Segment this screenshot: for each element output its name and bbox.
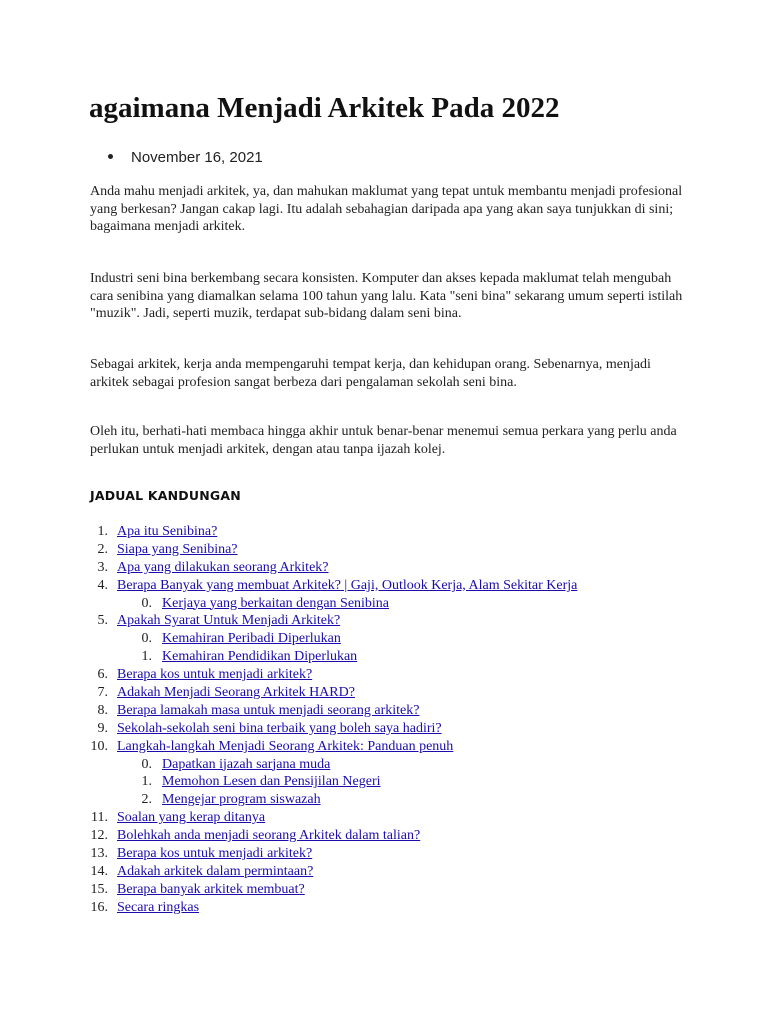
toc-link[interactable]: Secara ringkas: [117, 899, 200, 915]
toc-item: [0, 827, 768, 845]
toc-link[interactable]: Apakah Syarat Untuk Menjadi Arkitek?: [117, 613, 341, 629]
toc-link[interactable]: Kemahiran Pendidikan Diperlukan: [162, 649, 358, 665]
toc-item: [0, 881, 768, 899]
toc-item-number: 8.: [97, 702, 108, 718]
toc-item-number: 2.: [141, 792, 152, 808]
toc-item: [0, 595, 768, 613]
toc-item: [0, 773, 768, 791]
toc-item-number: 6.: [97, 667, 108, 683]
toc-item-number: 14.: [90, 863, 108, 879]
toc-link[interactable]: Langkah-langkah Menjadi Seorang Arkitek: Panduan penuh: [117, 738, 454, 754]
toc-link[interactable]: Berapa Banyak yang membuat Arkitek? | Gaji, Outlook Kerja, Alam Sekitar Kerja: [117, 577, 578, 593]
toc-item-number: 0.: [141, 631, 152, 647]
toc-item-number: 1.: [141, 649, 152, 665]
toc-item-number: 4.: [97, 577, 108, 593]
toc-item: [0, 577, 768, 595]
toc-heading: JADUAL KANDUNGAN: [90, 488, 241, 503]
toc-item: [0, 738, 768, 756]
toc-item-number: 5.: [97, 613, 108, 629]
toc-link[interactable]: Adakah Menjadi Seorang Arkitek HARD?: [117, 685, 355, 701]
toc-item: [0, 720, 768, 738]
toc-link[interactable]: Kerjaya yang berkaitan dengan Senibina: [162, 595, 390, 611]
toc-item-number: 10.: [90, 738, 108, 754]
toc-item-number: 9.: [97, 720, 108, 736]
table-of-contents: [0, 523, 768, 917]
toc-link[interactable]: Siapa yang Senibina?: [117, 541, 238, 557]
post-date: [108, 149, 263, 166]
toc-item: [0, 559, 768, 577]
toc-link[interactable]: Sekolah-sekolah seni bina terbaik yang boleh saya hadiri?: [117, 720, 442, 736]
toc-link[interactable]: Soalan yang kerap ditanya: [117, 810, 266, 826]
toc-item: [0, 541, 768, 559]
toc-item-number: 16.: [90, 899, 108, 915]
paragraph-industry: Industri seni bina berkembang secara konsisten. Komputer dan akses kepada maklumat telah mengubah cara senibina yang diamalkan selama 100 tahun yang lalu. Kata "seni bina" sekarang umum seperti istilah "muzik". Jadi, seperti muzik, terdapat sub-bidang dalam seni bina.: [90, 271, 683, 321]
toc-link[interactable]: Apa yang dilakukan seorang Arkitek?: [117, 559, 329, 575]
toc-link[interactable]: Adakah arkitek dalam permintaan?: [117, 863, 314, 879]
article-title: agaimana Menjadi Arkitek Pada 2022: [89, 92, 560, 124]
toc-item: [0, 791, 768, 809]
toc-item-number: 1.: [141, 774, 152, 790]
toc-item-number: 2.: [97, 541, 108, 557]
toc-item: [0, 845, 768, 863]
paragraph-intro: Anda mahu menjadi arkitek, ya, dan mahukan maklumat yang tepat untuk membantu menjadi profesional yang berkesan? Jangan cakap lagi. Itu adalah sebahagian daripada apa yang akan saya tunjukkan di sini; bagaimana menjadi arkitek.: [90, 184, 683, 234]
toc-link[interactable]: Bolehkah anda menjadi seorang Arkitek dalam talian?: [117, 828, 421, 844]
toc-item: [0, 612, 768, 630]
paragraph-read-on: Oleh itu, berhati-hati membaca hingga akhir untuk benar-benar menemui semua perkara yang perlu anda perlukan untuk menjadi arkitek, dengan atau tanpa ijazah kolej.: [90, 424, 677, 457]
bullet-icon: [108, 154, 113, 159]
toc-link[interactable]: Berapa lamakah masa untuk menjadi seorang arkitek?: [117, 702, 420, 718]
toc-link[interactable]: Memohon Lesen dan Pensijilan Negeri: [162, 774, 381, 790]
toc-item-number: 3.: [97, 559, 108, 575]
toc-item: [0, 648, 768, 666]
toc-item: [0, 630, 768, 648]
toc-item: [0, 809, 768, 827]
toc-item: [0, 684, 768, 702]
toc-link[interactable]: Dapatkan ijazah sarjana muda: [162, 756, 331, 772]
post-date-text: November 16, 2021: [131, 149, 263, 166]
toc-link[interactable]: Apa itu Senibina?: [117, 524, 218, 539]
toc-item: [0, 523, 768, 541]
toc-item: [0, 863, 768, 881]
toc-link[interactable]: Berapa kos untuk menjadi arkitek?: [117, 846, 313, 862]
toc-item-number: 1.: [97, 524, 108, 539]
toc-link[interactable]: Berapa banyak arkitek membuat?: [117, 881, 305, 897]
toc-item-number: 7.: [97, 685, 108, 701]
toc-item-number: 13.: [90, 846, 108, 862]
paragraph-architect-role: Sebagai arkitek, kerja anda mempengaruhi tempat kerja, dan kehidupan orang. Sebenarnya, menjadi arkitek sebagai profesion sangat berbeza dari pengalaman sekolah seni bina.: [90, 357, 651, 390]
toc-item-number: 11.: [91, 810, 108, 826]
toc-link[interactable]: Berapa kos untuk menjadi arkitek?: [117, 667, 313, 683]
toc-item: [0, 899, 768, 917]
toc-item: [0, 702, 768, 720]
toc-link[interactable]: Mengejar program siswazah: [162, 792, 321, 808]
toc-item-number: 12.: [90, 828, 108, 844]
toc-item-number: 15.: [90, 881, 108, 897]
toc-item: [0, 666, 768, 684]
toc-item: [0, 756, 768, 774]
toc-link[interactable]: Kemahiran Peribadi Diperlukan: [162, 631, 341, 647]
toc-item-number: 0.: [141, 595, 152, 611]
toc-item-number: 0.: [141, 756, 152, 772]
